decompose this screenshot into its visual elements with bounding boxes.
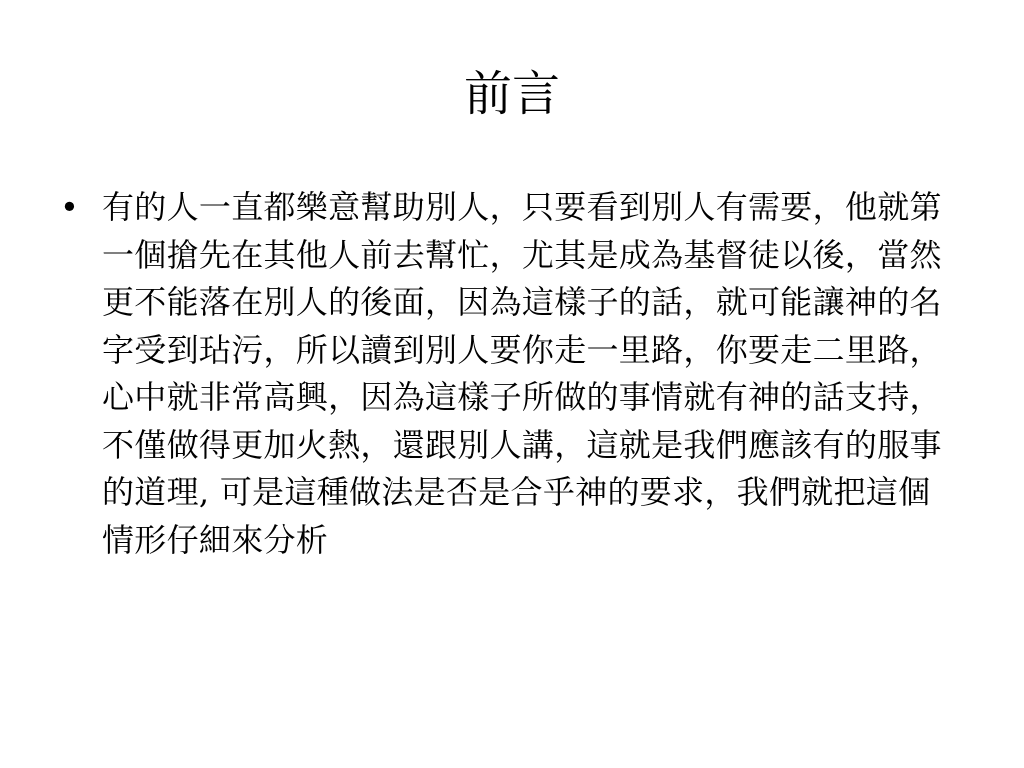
bullet-item xyxy=(58,184,958,564)
slide-title: 前言 xyxy=(463,66,560,122)
bullet-list xyxy=(58,184,958,564)
bullet-dot-icon: • xyxy=(60,188,80,226)
bullet-text: 有的人一直都樂意幫助別人，只要看到別人有需要，他就第一個搶先在其他人前去幫忙，尤其是成為基督徒以後，當然更不能落在別人的後面，因為這樣子的話，就可能讓神的名字受到玷污，所以讀到別人要你走一里路，你要走二里路，心中就非常高興，因為這樣子所做的事情就有神的話支持，不僅做得更加火熱，還跟別人講，這就是我們應該有的服事的道理, 可是這種做法是否是合乎神的要求，我們就把這個情形仔細來分析 xyxy=(102,188,942,559)
